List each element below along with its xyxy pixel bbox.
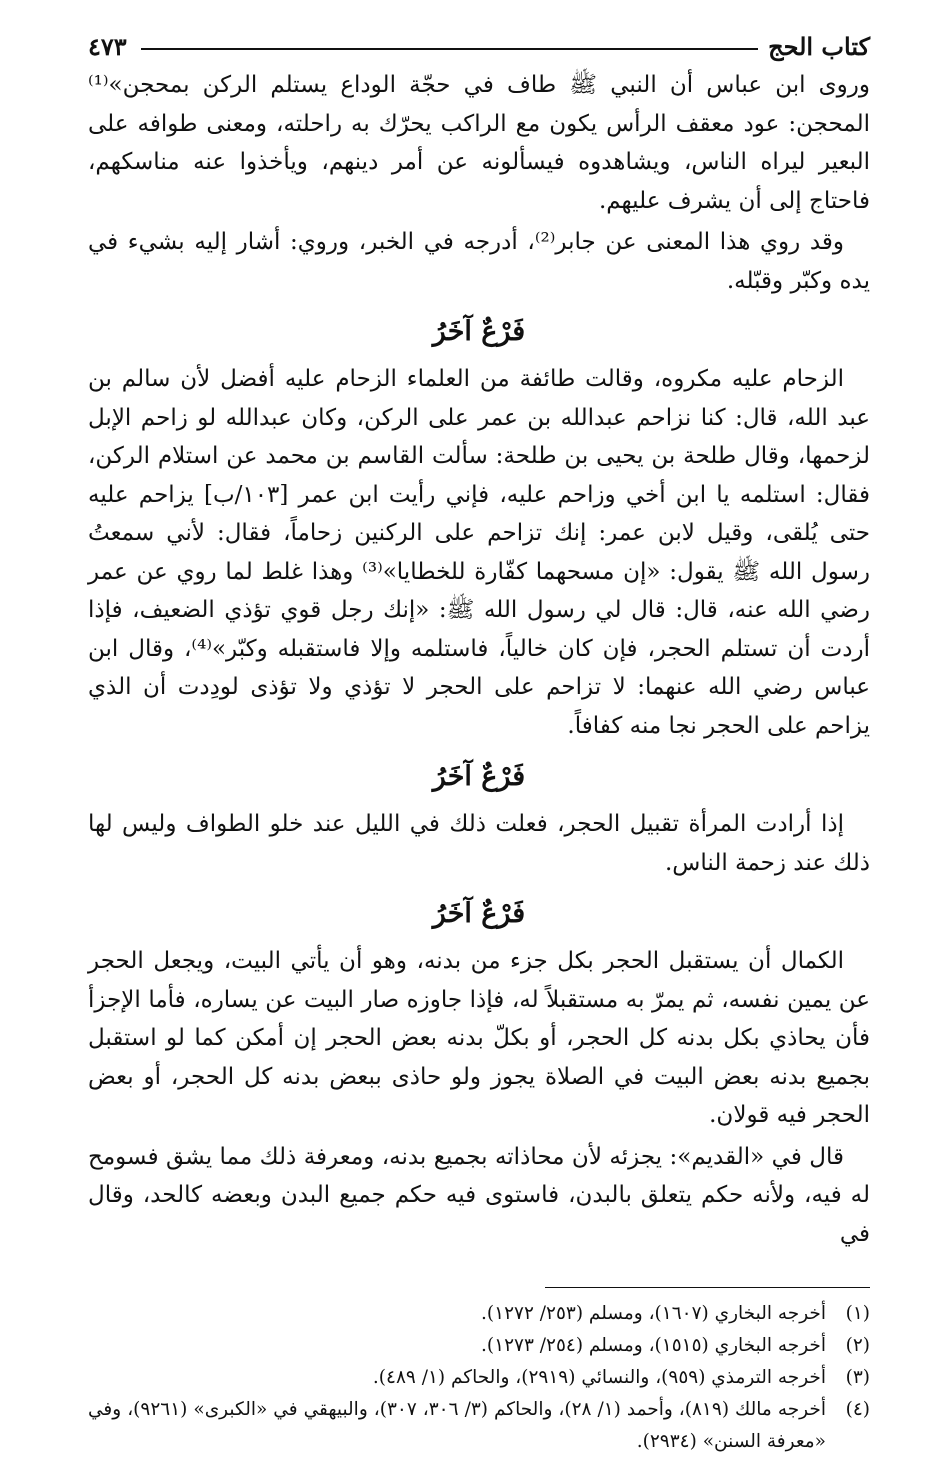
book-page [88,28,870,1458]
footnote [88,1394,870,1458]
footnote-text: أخرجه مالك (٨١٩)، وأحمد (١/ ٢٨)، والحاكم (٣/ ٣٠٦، ٣٠٧)، والبيهقي في «الكبرى» (٩٢٦١)، وفي «معرفة السنن» (٢٩٣٤). [88,1399,826,1452]
header-rule [141,48,758,50]
main-text [88,66,870,1253]
footnotes [88,1298,870,1458]
footnote [88,1330,870,1362]
footnote [88,1298,870,1330]
section-heading-far-akhar-1: فَرْعٌ آخَرُ [432,316,526,347]
running-title: كتاب الحج [768,31,870,61]
footnote-number: (٢) [845,1335,870,1356]
footnote-rule [545,1287,870,1288]
footnote-text: أخرجه البخاري (١٥١٥)، ومسلم (٢٥٤/ ١٢٧٣). [481,1335,826,1356]
page-number: ٤٧٣ [88,31,127,61]
paragraph-jabir: وقد روي هذا المعنى عن جابر⁽²⁾، أدرجه في الخبر، وروي: أشار إليه بشيء في يده وكبّر وقبّله. [88,229,870,294]
paragraph-zihaam: الزحام عليه مكروه، وقالت طائفة من العلماء الزحام عليه أفضل لأن سالم بن عبد الله، قال: كنا نزاحم عبدالله بن عمر على الركن، وكان عبدالله لو زاحم الإبل لزحمها، وقال طلحة بن يحيى بن طلحة: سألت القاسم بن محمد عن استلام الركن، فقال: استلمه يا ابن أخي وزاحم عليه، فإني رأيت ابن عمر [١٠٣/ب] يزاحم عليه حتى يُلقى، وقيل لابن عمر: إنك تزاحم على الركنين زحاماً، فقال: لأني سمعتُ رسول الله ﷺ يقول: «إن مسحهما كفّارة للخطايا»⁽³⁾ وهذا غلط لما روي عن عمر رضي الله عنه، قال: قال لي رسول الله ﷺ: «إنك رجل قوي تؤذي الضعيف، فإذا أردت أن تستلم الحجر، فإن كان خالياً، فاستلمه وإلا فاستقبله وكبّر»⁽⁴⁾، وقال ابن عباس رضي الله عنهما: لا تزاحم على الحجر لا تؤذي ولا تؤذى لودِدت أن الذي يزاحم على الحجر نجا منه كفافاً. [88,366,870,739]
footnote-number: (٣) [845,1367,870,1388]
paragraph-kamal: الكمال أن يستقبل الحجر بكل جزء من بدنه، وهو أن يأتي البيت، ويجعل الحجر عن يمين نفسه، ثم يمرّ به مستقبلاً له، فإذا جاوزه صار البيت عن يساره، فأما الإجزأ فأن يحاذي بكل بدنه كل الحجر، أو بكلّ بدنه بعض الحجر إن أمكن كما لو استقبل بجميع بدنه بعض البيت في الصلاة يجوز ولو حاذى ببعض بدنه كل الحجر، أو بعض الحجر فيه قولان. [88,948,870,1128]
running-header [88,28,870,64]
footnote-number: (١) [845,1303,870,1324]
paragraph-qadim: قال في «القديم»: يجزئه لأن محاذاته بجميع بدنه، ومعرفة ذلك مما يشق فسومح له فيه، ولأنه حكم يتعلق بالبدن، فاستوى فيه حكم جميع البدن وبعضه كالحد، وقال في [88,1143,870,1247]
footnote-number: (٤) [845,1399,870,1420]
section-heading-far-akhar-2: فَرْعٌ آخَرُ [432,761,526,792]
footnote-text: أخرجه الترمذي (٩٥٩)، والنسائي (٢٩١٩)، والحاكم (١/ ٤٨٩). [372,1367,826,1388]
section-heading-far-akhar-3: فَرْعٌ آخَرُ [432,898,526,929]
paragraph-ibn-abbas-tawaf: وروى ابن عباس أن النبي ﷺ طاف في حجّة الوداع يستلم الركن بمحجن»⁽¹⁾ المحجن: عود معقف الرأس يكون مع الراكب يحرّك به راحلته، ومعنى طوافه على البعير ليراه الناس، ويشاهدوه فيسألونه عن أمر دينهم، ويأخذوا عنه مناسكهم، فاحتاج إلى أن يشرف عليهم. [88,72,870,214]
footnote-text: أخرجه البخاري (١٦٠٧)، ومسلم (٢٥٣/ ١٢٧٢). [481,1303,826,1324]
paragraph-woman-kissing-stone: إذا أرادت المرأة تقبيل الحجر، فعلت ذلك في الليل عند خلو الطواف وليس لها ذلك عند زحمة الناس. [88,811,870,876]
